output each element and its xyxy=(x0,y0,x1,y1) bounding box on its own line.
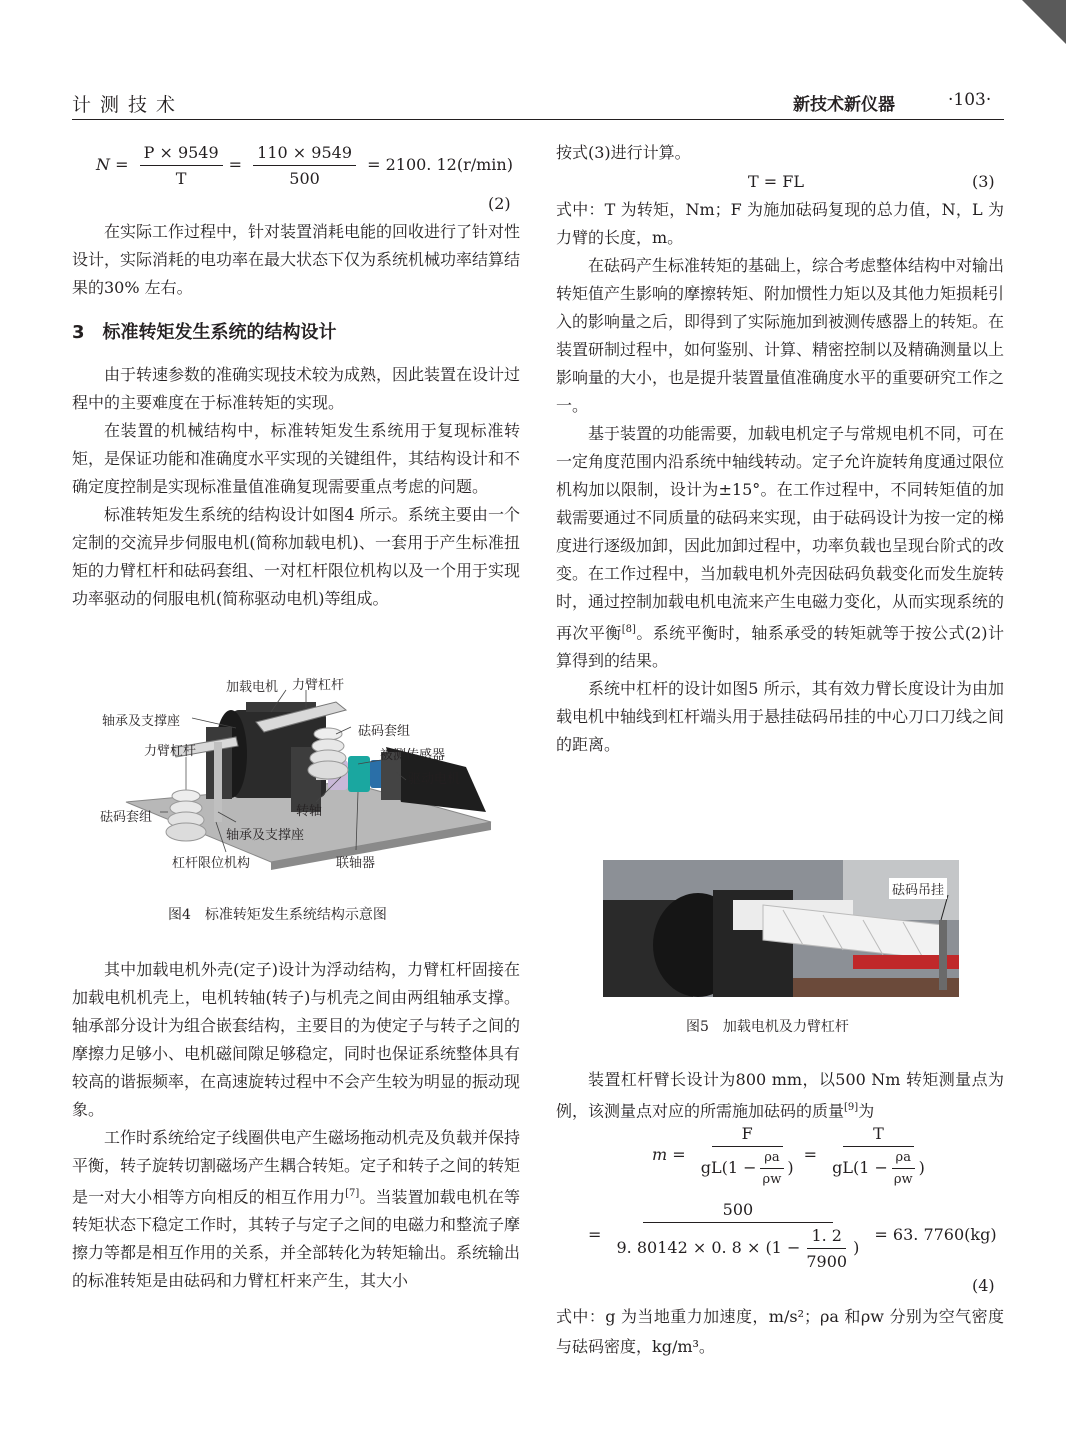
p4-text: 标准转矩发生系统的结构设计如图4 所示。系统主要由一个定制的交流异步伺服电机(简称加载电机)、一套用于产生标准扭矩的力臂杠杆和砝码套组、一对杠杆限位机构以及一个用于实现功率驱动的伺服电机(简称驱动电机)等组成。 xyxy=(72,505,521,608)
p1-text: 在实际工作过程中，针对装置消耗电能的回收进行了针对性设计，实际消耗的电功率在最大状态下仅为系统机械功率结算结果的30% 左右。 xyxy=(72,222,521,297)
ref-8: [8] xyxy=(621,624,636,635)
eq2-f1-den: T xyxy=(175,169,187,188)
equation-2: N = $\frac{P \times 9549}{T}$ = $\frac{110 \times 9549}{500}$ = 2100. 12(r/min) xyxy=(96,143,513,188)
p10-text xyxy=(556,1066,1004,1125)
eq4-rho-a-1: ρa xyxy=(760,1150,783,1169)
eq4-frac-F xyxy=(697,1124,798,1187)
eq4-den-2-text: gL(1 − xyxy=(832,1158,888,1177)
def4 xyxy=(556,1302,1004,1362)
eq2-lhs: N = xyxy=(96,155,129,174)
journal-name: 计测技术 xyxy=(72,94,185,116)
p10-part-a: 装置杠杆臂长设计为800 mm，以500 Nm 转矩测量点为例，该测量点对应的所需施加砝码的质量 xyxy=(556,1070,1004,1121)
figure-4 xyxy=(96,672,516,878)
equation-4-line1: m = F gL(1 − $\frac{\rho a}{\rho w}$ ) = T gL(1 − $\frac{\rho a}{\rho w}$ ) xyxy=(652,1124,935,1187)
fig4-label-coupling: 联轴器 xyxy=(336,856,376,871)
def4-text: 式中：g 为当地重力加速度，m/s²；ρa 和ρw 分别为空气密度与砝码密度，kg/m³。 xyxy=(556,1307,1004,1356)
eq4-den-3: 9. 80142 × 0. 8 × (1 − $\frac{1. 2}{7900}$ ) xyxy=(616,1226,860,1271)
p8-part-a: 基于装置的功能需要，加载电机定子与常规电机不同，可在一定角度范围内沿系统中轴线转动。定子允许旋转角度通过限位机构加以限制，设计为±15°。在工作过程中，不同转矩值的加载需要通过不同质量的砝码来实现，由于砝码设计为按一定的梯度进行逐级加卸，因此加卸过程中，功率负载也呈现台阶式的改变。在工作过程中，当加载电机外壳因砝码负载变化而发生旋转时，通过控制加载电机电流来产生电磁力变化，从而实现系统的再次平衡 xyxy=(556,424,1005,643)
fig4-label-bearing-1: 轴承及支撑座 xyxy=(102,714,181,729)
fig4-label-weights-left: 砝码套组 xyxy=(100,810,153,825)
fig4-label-bearing-2: 轴承及支撑座 xyxy=(226,828,305,843)
p6-part-a: 工作时系统给定子线圈供电产生磁场拖动机壳及负载并保持平衡，转子旋转切割磁场产生耦合转矩。定子和转子之间的转矩是一对大小相等方向相反的相互作用力 xyxy=(72,1128,521,1207)
eq4-1-2: 1. 2 xyxy=(807,1226,846,1249)
fig4-label-lever-left: 力臂杠杆 xyxy=(144,744,197,759)
p7-text: 在砝码产生标准转矩的基础上，综合考虑整体结构中对输出转矩值产生影响的摩擦转矩、附加惯性力矩以及其他力矩损耗引入的影响量之后，即得到了实际施加到被测传感器上的转矩。在装置研制过程中，如何鉴别、计算、精密控制以及精确测量以上影响量的大小，也是提升装置量值准确度水平的重要研究工作之一。 xyxy=(556,256,1005,415)
equation-3: T = FL xyxy=(748,172,804,191)
eq4-500: 500 xyxy=(643,1200,834,1223)
p2-text: 由于转速参数的准确实现技术较为成熟，因此装置在设计过程中的主要难度在于标准转矩的实现。 xyxy=(72,365,521,412)
r-line-1: 按式(3)进行计算。 xyxy=(556,143,691,162)
figure-5-photo xyxy=(603,860,959,997)
eq2-f1-num: P × 9549 xyxy=(140,143,223,166)
eq4-den-1-text: gL(1 − xyxy=(700,1158,757,1177)
eq2-number: (2) xyxy=(488,194,511,213)
eq2-f2-num: 110 × 9549 xyxy=(253,143,356,166)
eq4-frac-T xyxy=(828,1124,929,1187)
eq4-rho-w-2: ρw xyxy=(893,1172,913,1187)
eq4-rho-w-1: ρw xyxy=(762,1172,782,1187)
def3-text: 式中：T 为转矩，Nm；F 为施加砝码复现的总力值，N，L 为力臂的长度，m。 xyxy=(556,200,1004,247)
eq4-7900: 7900 xyxy=(806,1252,848,1271)
paragraphs-5-6 xyxy=(72,956,520,1295)
ref-7: [7] xyxy=(345,1188,360,1199)
fig4-label-limit: 杠杆限位机构 xyxy=(172,856,251,871)
equation-4-line2: = 500 9. 80142 × 0. 8 × (1 − $\frac{1. 2}{7900}$ ) = 63. 7760(kg) xyxy=(588,1200,997,1271)
fig4-label-drive-motor: 驱动电机 xyxy=(408,772,461,787)
eq4-density-frac xyxy=(802,1226,851,1271)
eq2-result: = 2100. 12(r/min) xyxy=(367,155,513,174)
p8-part-b: 。系统平衡时，轴系承受的转矩就等于按公式(2)计算得到的结果。 xyxy=(556,623,1004,671)
eq4-den-2: gL(1 − $\frac{\rho a}{\rho w}$ ) xyxy=(832,1150,925,1187)
paragraph-1 xyxy=(72,218,520,302)
eq2-frac1 xyxy=(140,143,223,188)
p8-text xyxy=(556,420,1004,675)
section-heading: 3 标准转矩发生系统的结构设计 xyxy=(72,322,337,343)
ref-9: [9] xyxy=(844,1102,859,1113)
fig4-label-weights-right: 砝码套组 xyxy=(358,724,411,739)
eq4-den-3-text: 9. 80142 × 0. 8 × (1 − xyxy=(616,1238,801,1257)
fig4-label-load-motor: 加载电机 xyxy=(226,680,279,695)
header-rule xyxy=(72,119,1004,120)
eq4-den-1: gL(1 − $\frac{\rho a}{\rho w}$ ) xyxy=(700,1150,794,1187)
paragraph-10 xyxy=(556,1066,1004,1125)
paragraphs-2-4 xyxy=(72,361,520,613)
fig4-label-shaft: 转轴 xyxy=(296,804,323,819)
eq4-result: = 63. 7760(kg) xyxy=(874,1225,997,1244)
fig4-label-sensor: 被测传感器 xyxy=(380,748,446,763)
eq4-frac-500 xyxy=(613,1200,864,1271)
p9-text: 系统中杠杆的设计如图5 所示，其有效力臂长度设计为由加载电机中轴线到杠杆端头用于悬挂砝码吊挂的中心刀口刀线之间的距离。 xyxy=(556,679,1005,755)
eq4-F: F xyxy=(712,1124,783,1147)
eq4-rho-a-2: ρa xyxy=(892,1150,915,1169)
p6-part-b: 。当装置加载电机在等转矩状态下稳定工作时，其转子与定子之间的电磁力和整流子摩擦力等都是相互作用的关系，并全部转化为转矩输出。系统输出的标准转矩是由砝码和力臂杠杆来产生，其大小 xyxy=(72,1187,521,1291)
eq4-rho-frac-1 xyxy=(759,1150,786,1187)
right-paragraphs-a xyxy=(556,196,1004,759)
eq4-number: (4) xyxy=(972,1276,995,1295)
p5-text: 其中加载电机外壳(定子)设计为浮动结构，力臂杠杆固接在加载电机机壳上，电机转轴(转子)与机壳之间由两组轴承支撑。轴承部分设计为组合嵌套结构，主要目的为使定子与转子之间的摩擦力足够小、电机磁间隙足够稳定，同时也保证系统整体具有较高的谐振频率，在高速旋转过程中不会产生较为明显的振动现象。 xyxy=(72,960,521,1119)
eq4-m: m = xyxy=(652,1145,686,1164)
eq3-number: (3) xyxy=(972,172,995,191)
p6-text xyxy=(72,1124,520,1295)
fig5-caption: 图5 加载电机及力臂杠杆 xyxy=(686,1019,849,1035)
eq2-frac2 xyxy=(253,143,356,188)
fig4-label-lever-top: 力臂杠杆 xyxy=(292,678,345,693)
page-corner-mark xyxy=(1022,0,1066,44)
fig4-caption: 图4 标准转矩发生系统结构示意图 xyxy=(168,907,387,923)
section-name: 新技术新仪器 xyxy=(793,95,895,115)
eq4-T: T xyxy=(843,1124,914,1147)
right-intro xyxy=(556,139,1004,167)
p3-text: 在装置的机械结构中，标准转矩发生系统用于复现标准转矩，是保证功能和准确度水平实现的关键组件，其结构设计和不确定度控制是实现标准量值准确复现需要重点考虑的问题。 xyxy=(72,421,521,496)
eq4-rho-frac-2 xyxy=(890,1150,917,1187)
fig5-label-hanger: 砝码吊挂 xyxy=(889,878,947,899)
page-number: ·103· xyxy=(948,90,992,110)
p10-part-b: 为 xyxy=(858,1101,875,1121)
eq2-f2-den: 500 xyxy=(289,169,320,188)
